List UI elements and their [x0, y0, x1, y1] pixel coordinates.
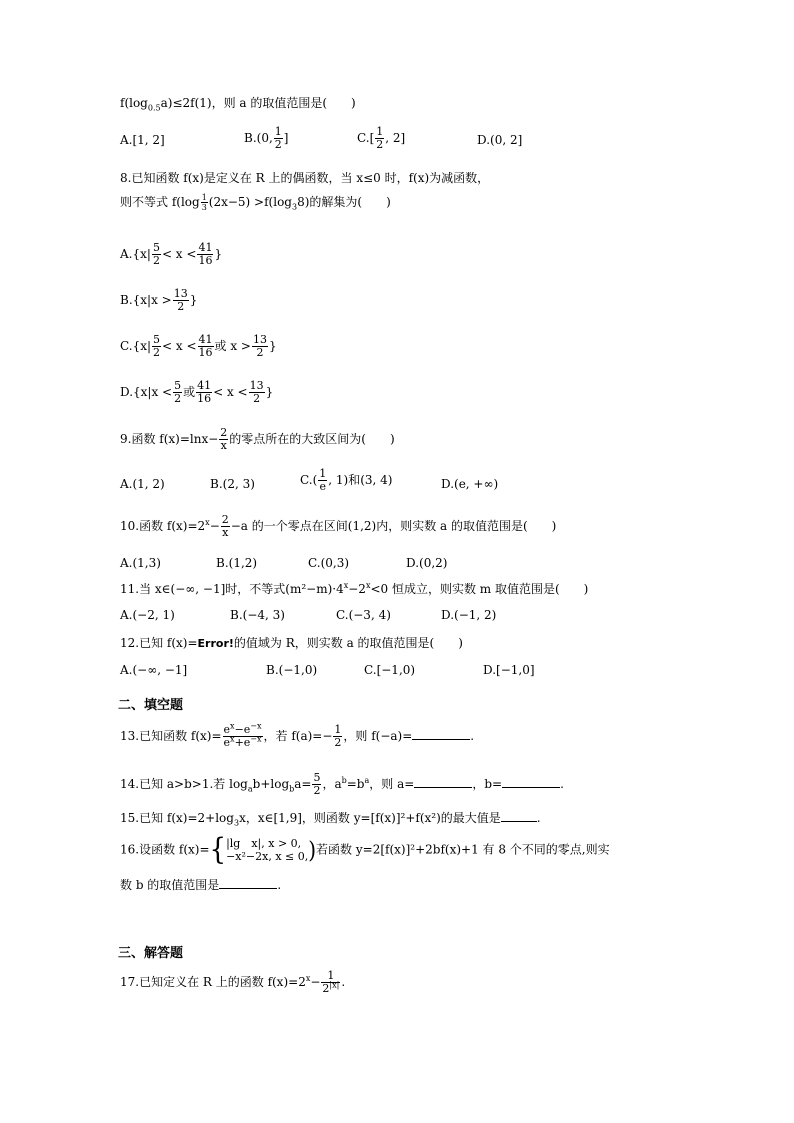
- q16-line1: 16.设函数 f(x)={ |lg x|, x > 0, −x²−2x, x ≤ 0, )若函数 y=2[f(x)]²+2bf(x)+1 有 8 个不同的零点,则实: [120, 832, 610, 868]
- q16-line2: 数 b 的取值范围是 .: [120, 878, 282, 892]
- q7-option-c: C.[ $\frac{1}{2}$ , 2]: [357, 125, 406, 151]
- q8-line1: 8.已知函数 f(x)是定义在 R 上的偶函数，当 x≤0 时，f(x)为减函数，: [120, 171, 490, 185]
- q11-option-b: B.(−4, 3): [230, 608, 285, 622]
- q11-option-a: A.(−2, 1): [120, 608, 175, 622]
- q9-option-b: B.(2, 3): [210, 477, 255, 491]
- q8-option-c: C.{x| $\frac{5}{2}$ < x < $\frac{41}{16}$ 或 x > $\frac{13}{2}$ }: [120, 333, 277, 359]
- q8-option-b: B.{x|x > $\frac{13}{2}$ }: [120, 287, 198, 313]
- q12-stem: 12.已知 f(x)=Error!的值域为 R，则实数 a 的取值范围是( ): [120, 636, 463, 650]
- q9-stem: 9.函数 f(x)=lnx− $\frac{2}{x}$ 的零点所在的大致区间为( ): [120, 426, 395, 452]
- q8-option-a: A.{x| $\frac{5}{2}$ < x < $\frac{41}{16}$ }: [120, 241, 223, 267]
- q12-option-d: D.[−1,0]: [483, 663, 535, 677]
- q8-option-d: D.{x|x < $\frac{5}{2}$ 或 $\frac{41}{16}$ < x < $\frac{13}{2}$ }: [120, 379, 274, 405]
- section-heading-fill-in: 二、填空题: [118, 698, 184, 713]
- q10-option-d: D.(0,2): [406, 556, 448, 570]
- q10-option-b: B.(1,2): [216, 556, 258, 570]
- q12-option-b: B.(−1,0): [266, 663, 318, 677]
- q11-option-d: D.(−1, 2): [441, 608, 497, 622]
- section-heading-solve: 三、解答题: [118, 946, 184, 961]
- q11-stem: 11.当 x∈(−∞, −1]时，不等式$(m^2-m)\cdot 4^x-2^x<0$ 恒成立，则实数 m 取值范围是( ): [120, 581, 589, 596]
- q10-option-c: C.(0,3): [308, 556, 350, 570]
- q7-option-b: B.(0, $\frac{1}{2}$ ]: [244, 125, 289, 151]
- q7-stem: $f(\log_{0.5}a)\le 2f(1)$，则 a 的取值范围是( ): [120, 96, 356, 113]
- q14: 14.已知 a>b>1.若 $\log_ab+\log_ba=$ $\frac{5}{2}$ ，$a^b=b^a$，则 a= ，b= .: [120, 771, 564, 797]
- q9-option-c: C.( $\frac{1}{e}$ , 1)和(3, 4): [300, 467, 393, 493]
- q7-option-a: A.[1, 2]: [120, 133, 165, 147]
- q15: 15.已知 $f(x)=2+\log_3x$，x∈[1,9]，则函数 y=[f(x)]²+f(x²)的最大值是 .: [120, 811, 541, 828]
- q8-line2: 则不等式 f(log $\frac{1}{3}$ $(2x-5) >f(\log_38)$的解集为( ): [120, 193, 391, 212]
- q7-option-d: D.(0, 2]: [477, 133, 523, 147]
- q10-stem: 10.函数 $f(x)=2^x-$ $\frac{2}{x}$ −a 的一个零点在区间(1,2)内，则实数 a 的取值范围是( ): [120, 513, 557, 539]
- q9-option-a: A.(1, 2): [120, 477, 165, 491]
- q12-option-a: A.(−∞, −1]: [120, 663, 188, 677]
- q12-option-c: C.[−1,0): [364, 663, 416, 677]
- q9-option-d: D.(e, +∞): [441, 477, 499, 491]
- q13: 13.已知函数 f(x)= $\frac{e^x-e^{-x}}{e^x+e^{-x}}$ ，若 f(a)=− $\frac{1}{2}$ ，则 f(−a)= .: [120, 721, 475, 749]
- q11-option-c: C.(−3, 4): [336, 608, 391, 622]
- q17: 17.已知定义在 R 上的函数 $f(x)=2^x-$ $\frac{1}{2^{|x|}}$ .: [120, 969, 346, 995]
- q10-option-a: A.(1,3): [120, 556, 161, 570]
